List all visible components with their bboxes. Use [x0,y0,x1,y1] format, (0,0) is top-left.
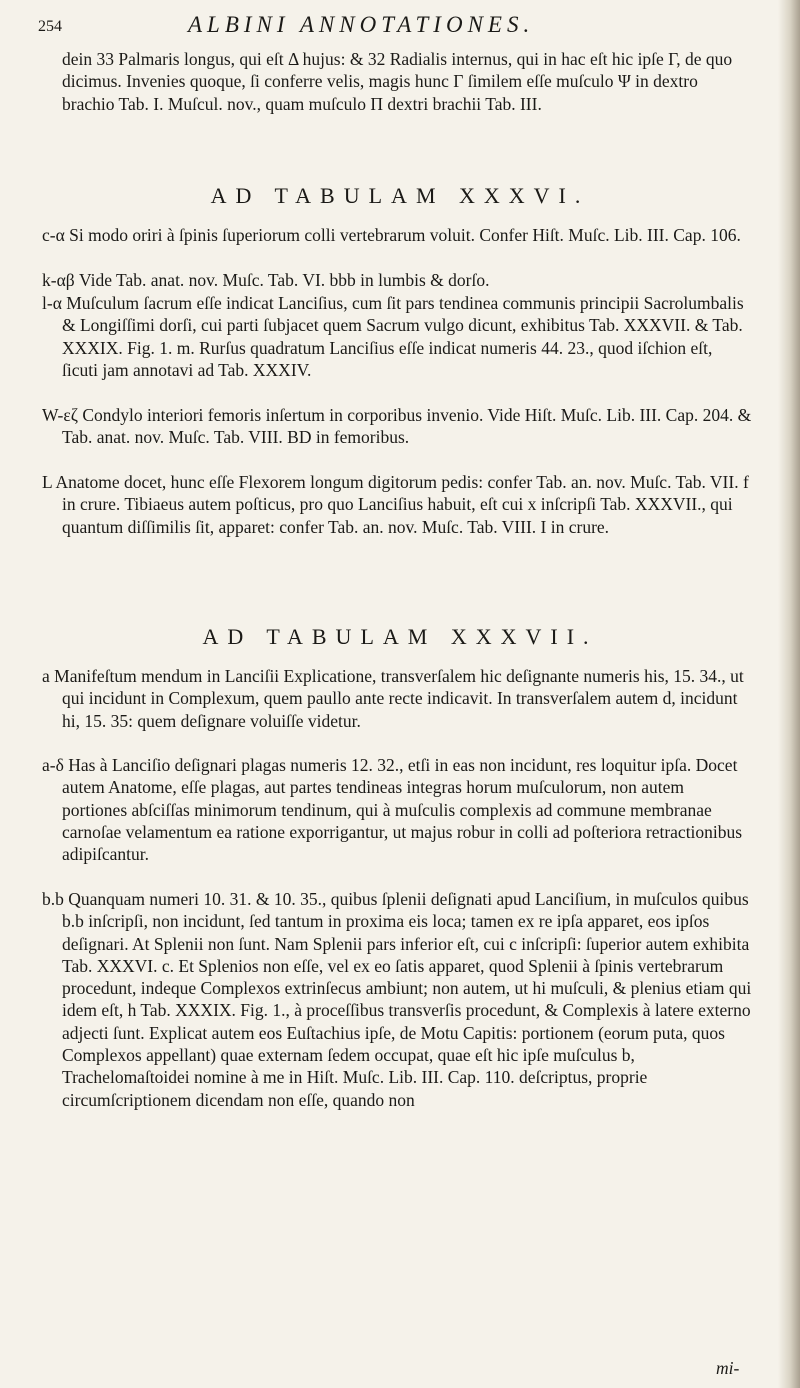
annotation-entry: W-εζ Condylo interiori femoris inſertum in corporibus invenio. Vide Hiſt. Muſc. Lib. III. Cap. 204. & Tab. anat. nov. Muſc. Tab. VIII. BD in femoribus. [42,405,752,448]
section-heading-tab-36: AD TABULAM XXXVI. [210,183,590,208]
running-head [38,12,778,42]
catchword: mi- [716,1358,740,1378]
annotation-entry: k-αβ Vide Tab. anat. nov. Muſc. Tab. VI. bbb in lumbis & dorſo. [42,270,490,290]
annotation-entry: L Anatome docet, hunc eſſe Flexorem longum digitorum pedis: confer Tab. an. nov. Muſc. Tab. VII. f in crure. Tibiaeus autem poſticus, pro quo Lanciſius habuit, eſt cui x inſcripſi Tab. XXXVII., qui quantum diſſimilis ſit, apparet: confer Tab. an. nov. Muſc. Tab. VIII. I in crure. [42,472,749,537]
running-title: ALBINI ANNOTATIONES. [188,12,535,37]
section-heading-tab-37: AD TABULAM XXXVII. [202,624,598,649]
annotation-entry: l-α Muſculum ſacrum eſſe indicat Lanciſius, cum ſit pars tendinea communis principii Sacrolumbalis & Longiſſimi dorſi, cui parti ſubjacet quem Sacrum vulgo dicunt, exhibitus Tab. XXXVII. & Tab. XXXIX. Fig. 1. m. Rurſus quadratum Lanciſius eſſe indicat numeris 44. 23., quod iſchion eſt, ſicuti jam annotavi ad Tab. XXXIV. [42,293,744,380]
annotation-entry: b.b Quanquam numeri 10. 31. & 10. 35., quibus ſplenii deſignati apud Lanciſium, in muſculos quibus b.b inſcripſi, non incidunt, ſed tantum in proxima eis loca; tamen ex re ipſa apparet, eos ipſos deſignari. At Splenii non ſunt. Nam Splenii pars inferior eſt, cui c inſcripſi: ſuperior autem exhibita Tab. XXXVI. c. Et Splenios non eſſe, vel ex eo ſatis apparet, quod Splenii à ſpinis vertebrarum procedunt, indeque Complexos extrinſecus ambiunt; non autem, ut hi muſculi, & plenius etiam qui idem eſt, h Tab. XXXIX. Fig. 1., à proceſſibus transverſis procedunt, & Complexis à latere externo adjecti ſunt. Explicat autem eos Euſtachius ipſe, de Motu Capitis: portionem (eorum puta, quos Complexos appellant) quae externam ſedem occupat, quae eſt hic ipſe muſculus b, Trachelomaſtoidei nomine à me in Hiſt. Muſc. Lib. III. Cap. 110. deſcriptus, proprie circumſcriptionem dicendam non eſſe, quando non [42,889,752,1110]
page-number: 254 [38,18,62,35]
intro-paragraph: dein 33 Palmaris longus, qui eſt Δ hujus: & 32 Radialis internus, qui in hac eſt hic ipſe Γ, de quo dicimus. Invenies quoque, ſi conferre velis, magis hunc Γ ſimilem eſſe muſculo Ψ in dextro brachio Tab. I. Muſcul. nov., quam muſculo Π dextri brachii Tab. III. [62,49,733,114]
annotation-entry: c-α Si modo oriri à ſpinis ſuperiorum colli vertebrarum voluit. Confer Hiſt. Muſc. Lib. III. Cap. 106. [42,225,741,245]
annotation-entry: a Manifeſtum mendum in Lanciſii Explicatione, transverſalem hic deſignante numeris his, 15. 34., ut qui incidunt in Complexum, quem paullo ante recte indicavit. In transverſalem autem d, incidunt hi, 15. 35: quem deſignare voluiſſe videtur. [42,666,744,731]
annotation-entry: a-δ Has à Lanciſio deſignari plagas numeris 12. 32., etſi in eas non incidunt, res loquitur ipſa. Docet autem Anatome, eſſe plagas, aut partes tendineas integras horum muſculorum, non autem portiones abſciſſas minimorum tendinum, qui à muſculis complexis ad commune membranae carnoſae velamentum ea ratione exporrigantur, ut majus robur in colli ad poſteriora retractionibus adipiſcantur. [42,755,743,865]
